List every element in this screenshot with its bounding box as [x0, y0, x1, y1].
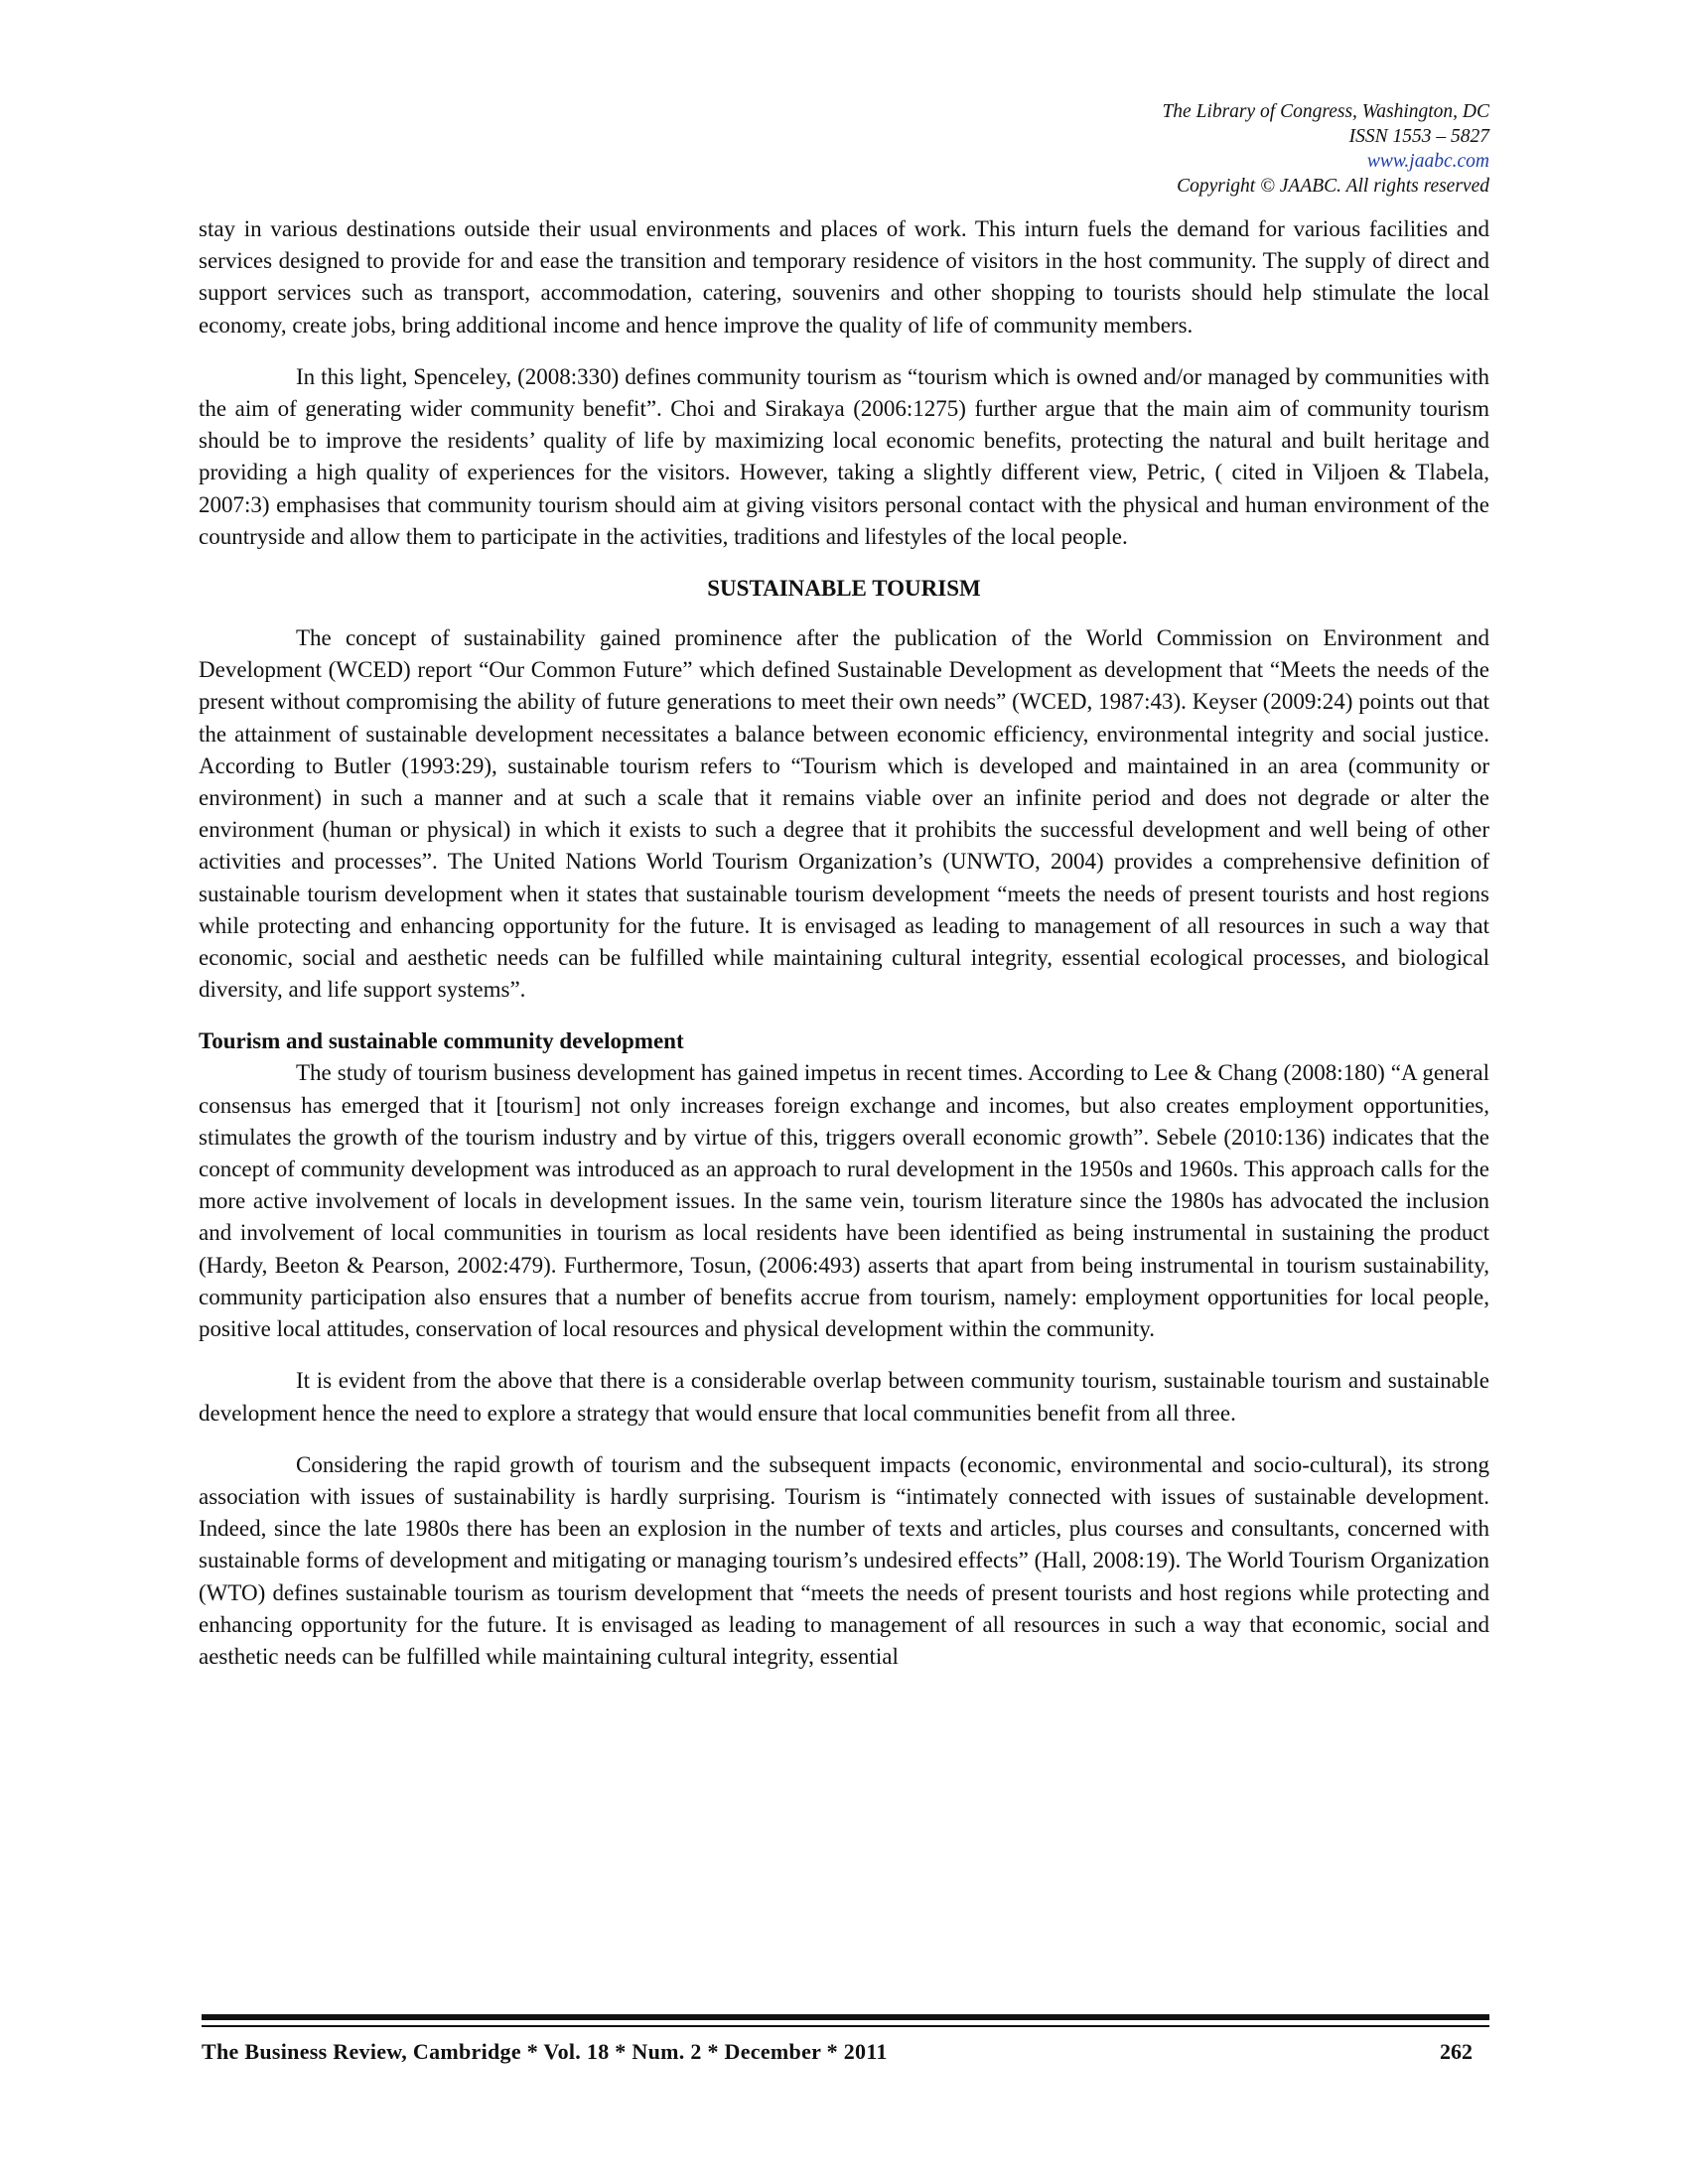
- page-number: 262: [1440, 2039, 1473, 2064]
- footer-rule-thick: [202, 2014, 1489, 2020]
- paragraph-rapid-growth: Considering the rapid growth of tourism and the subsequent impacts (economic, environmental and socio-cultural), its strong association with issues of sustainability is hardly surprising. Tourism is “intimately connected with issues of sustainable development. Indeed, since the late 1980s there has been an explosion in the number of texts and articles, plus courses and consultants, concerned with sustainable forms of development and mitigating or managing tourism’s undesired effects” (Hall, 2008:19). The World Tourism Organization (WTO) defines sustainable tourism as tourism development that “meets the needs of present tourists and host regions while protecting and enhancing opportunity for the future. It is envisaged as leading to management of all resources in such a way that economic, social and aesthetic needs can be fulfilled while maintaining cultural integrity, essential: [199, 1451, 1489, 1669]
- paragraph-overlap: It is evident from the above that there is a considerable overlap between community tourism, sustainable tourism and sustainable development hence the need to explore a strategy that would ensure that local communities benefit from all three.: [199, 1368, 1489, 1426]
- footer-journal-info: The Business Review, Cambridge * Vol. 18 * Num. 2 * December * 2011: [202, 2039, 888, 2064]
- paragraph-sustainability-concept: The concept of sustainability gained prominence after the publication of the World Commission on Environment and Development (WCED) report “Our Common Future” which defined Sustainable Development as development that “Meets the needs of the present without compromising the ability of future generations to meet their own needs” (WCED, 1987:43). Keyser (2009:24) points out that the attainment of sustainable development necessitates a balance between economic efficiency, environmental integrity and social justice. According to Butler (1993:29), sustainable tourism refers to “Tourism which is developed and maintained in an area (community or environment) in such a manner and at such a scale that it remains viable over an infinite period and does not degrade or alter the environment (human or physical) in which it exists to such a degree that it prohibits the successful development and well being of other activities and processes”. The United Nations World Tourism Organization’s (UNWTO, 2004) provides a comprehensive definition of sustainable tourism development when it states that sustainable tourism development “meets the needs of present tourists and host regions while protecting and enhancing opportunity for the future. It is envisaged as leading to management of all resources in such a way that economic, social and aesthetic needs can be fulfilled while maintaining cultural integrity, essential ecological processes, and biological diversity, and life support systems”.: [199, 625, 1489, 1003]
- header-library: The Library of Congress, Washington, DC: [1162, 101, 1489, 122]
- section-heading-sustainable-tourism: SUSTAINABLE TOURISM: [707, 576, 981, 602]
- article-body: [199, 213, 1489, 1673]
- paragraph-tourism-business-development: The study of tourism business development has gained impetus in recent times. According to Lee & Chang (2008:180) “A general consensus has emerged that it [tourism] not only increases foreign exchange and incomes, but also creates employment opportunities, stimulates the growth of the tourism industry and by virtue of this, triggers overall economic growth”. Sebele (2010:136) indicates that the concept of community development was introduced as an approach to rural development in the 1950s and 1960s. This approach calls for the more active involvement of locals in development issues. In the same vein, tourism literature since the 1980s has advocated the inclusion and involvement of local communities in tourism as local residents have been identified as being instrumental in sustaining the product (Hardy, Beeton & Pearson, 2002:479). Furthermore, Tosun, (2006:493) asserts that apart from being instrumental in tourism sustainability, community participation also ensures that a number of benefits accrue from tourism, namely: employment opportunities for local people, positive local attitudes, conservation of local resources and physical development within the community.: [199, 1060, 1489, 1342]
- paragraph-continued: stay in various destinations outside their usual environments and places of work. This inturn fuels the demand for various facilities and services designed to provide for and ease the transition and temporary residence of visitors in the host community. The supply of direct and support services such as transport, accommodation, catering, souvenirs and other shopping to tourists should help stimulate the local economy, create jobs, bring additional income and hence improve the quality of life of community members.: [199, 216, 1489, 338]
- header-website-link[interactable]: www.jaabc.com: [1366, 151, 1489, 172]
- running-header: [794, 99, 1489, 199]
- subsection-heading-community-development: Tourism and sustainable community development: [199, 1028, 684, 1054]
- paragraph-community-tourism: In this light, Spenceley, (2008:330) defines community tourism as “tourism which is owned and/or managed by communities with the aim of generating wider community benefit”. Choi and Sirakaya (2006:1275) further argue that the main aim of community tourism should be to improve the residents’ quality of life by maximizing local economic benefits, protecting the natural and built heritage and providing a high quality of experiences for the visitors. However, taking a slightly different view, Petric, ( cited in Viljoen & Tlabela, 2007:3) emphasises that community tourism should aim at giving visitors personal contact with the physical and human environment of the countryside and allow them to participate in the activities, traditions and lifestyles of the local people.: [199, 363, 1489, 549]
- header-copyright: Copyright © JAABC. All rights reserved: [1177, 176, 1489, 197]
- header-issn: ISSN 1553 – 5827: [1348, 126, 1489, 147]
- footer-rule-thin: [202, 2025, 1489, 2027]
